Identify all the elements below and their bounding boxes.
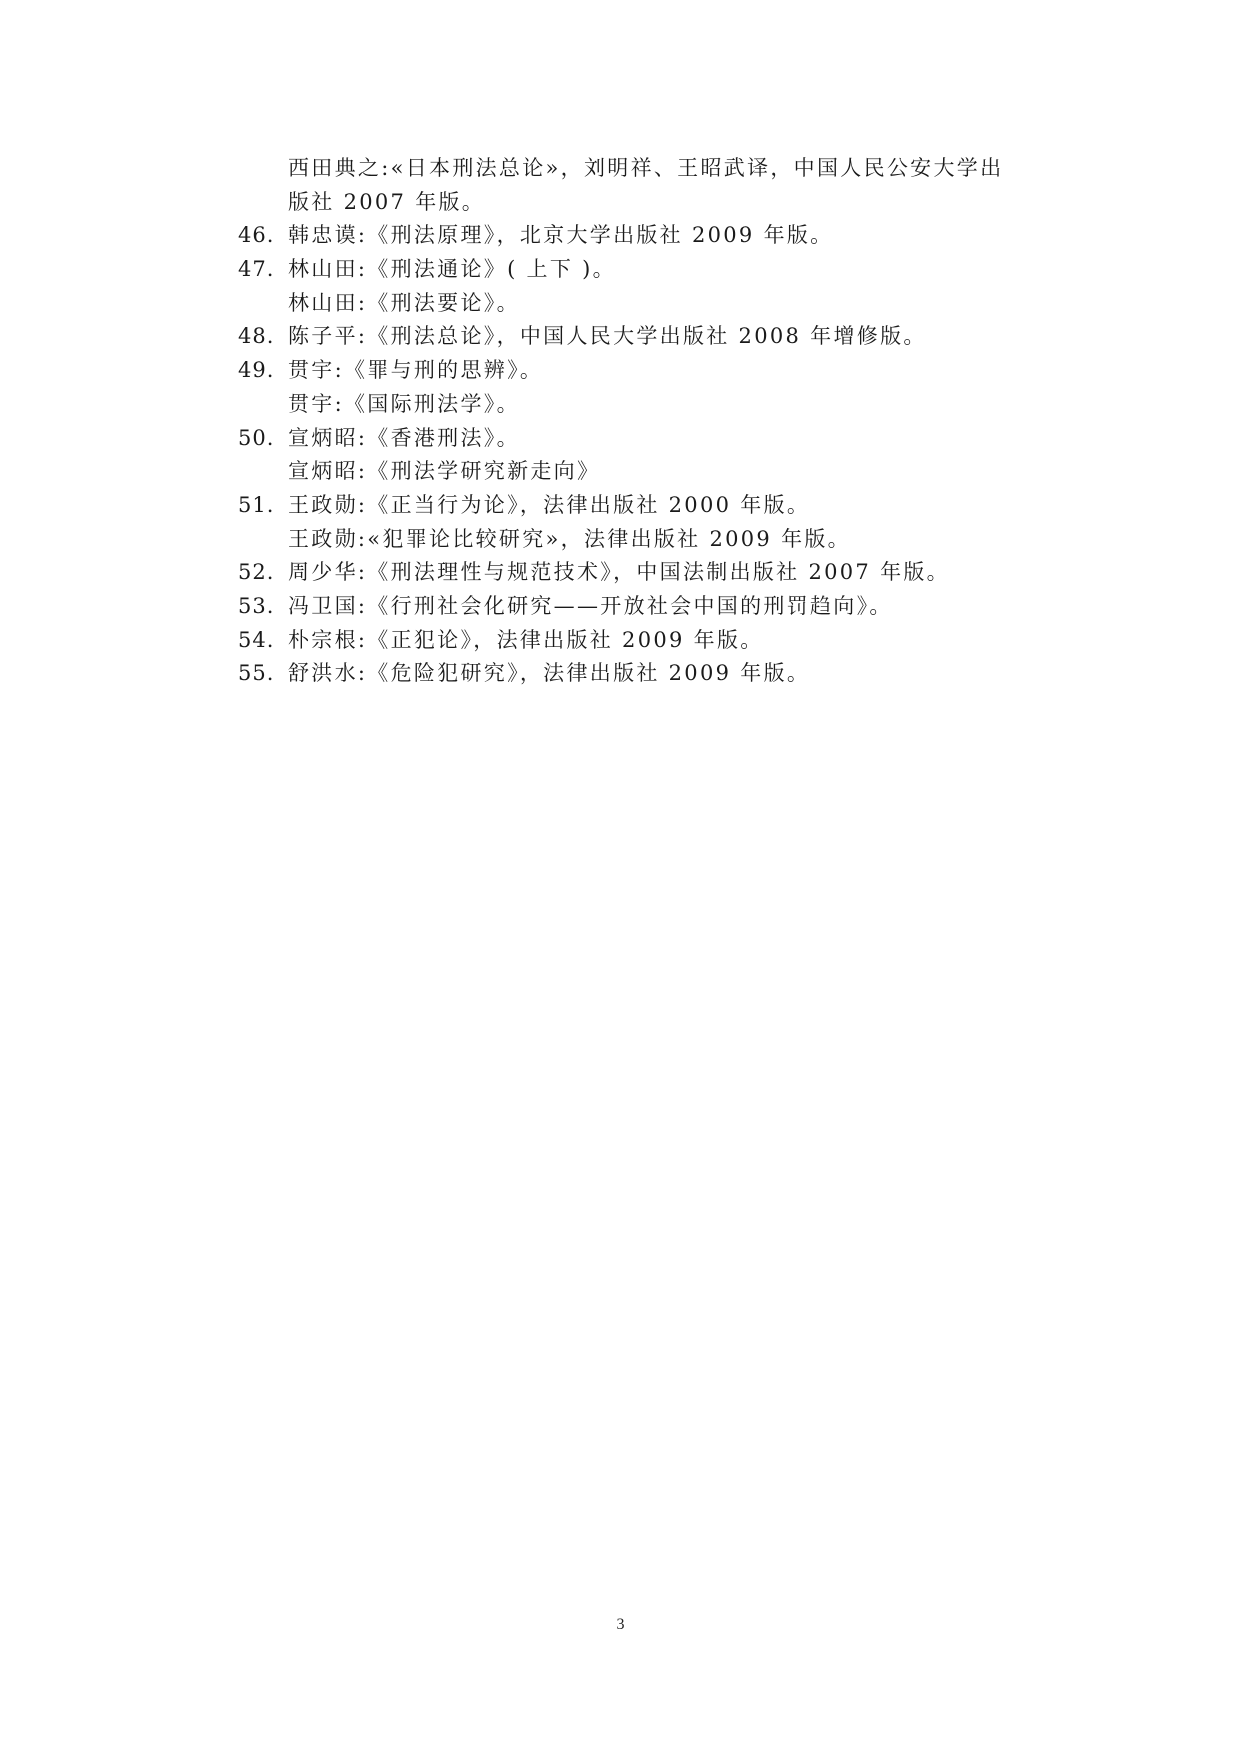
reference-line: [238, 624, 1068, 658]
reference-line: [238, 455, 1068, 489]
reference-line: [238, 253, 1068, 287]
reference-line: [238, 320, 1068, 354]
reference-line: [238, 219, 1068, 253]
reference-line: [238, 388, 1068, 422]
reference-line: [238, 287, 1068, 321]
reference-line: [238, 354, 1068, 388]
reference-text: 王政勋:«犯罪论比较研究»，法律出版社 2009 年版。: [288, 526, 851, 551]
reference-line: [238, 186, 1068, 220]
reference-line: [238, 489, 1068, 523]
reference-text: 王政勋:《正当行为论》，法律出版社 2000 年版。: [288, 492, 811, 517]
reference-line: [238, 422, 1068, 456]
reference-text: 贯宇:《罪与刑的思辨》。: [288, 358, 544, 383]
reference-number: 50.: [238, 425, 275, 450]
reference-text: 冯卫国:《行刑社会化研究——开放社会中国的刑罚趋向》。: [288, 593, 893, 618]
reference-text: 宣炳昭:《香港刑法》。: [288, 425, 520, 450]
reference-text: 贯宇:《国际刑法学》。: [288, 391, 520, 416]
reference-list: [238, 152, 1068, 691]
reference-number: 47.: [238, 257, 275, 282]
reference-line: [238, 152, 1068, 186]
reference-number: 55.: [238, 661, 275, 686]
reference-number: 53.: [238, 593, 275, 618]
reference-text: 西田典之:«日本刑法总论»，刘明祥、王昭武译，中国人民公安大学出: [288, 156, 1004, 180]
reference-line: [238, 657, 1068, 691]
reference-text: 林山田:《刑法通论》( 上下 )。: [288, 257, 616, 282]
reference-text: 朴宗根:《正犯论》，法律出版社 2009 年版。: [288, 627, 764, 652]
reference-text: 周少华:《刑法理性与规范技术》，中国法制出版社 2007 年版。: [288, 560, 950, 585]
reference-line: [238, 556, 1068, 590]
reference-text: 陈子平:《刑法总论》，中国人民大学出版社 2008 年增修版。: [288, 324, 927, 349]
reference-number: 49.: [238, 358, 275, 383]
reference-text: 版社 2007 年版。: [288, 189, 486, 214]
reference-number: 52.: [238, 560, 275, 585]
reference-text: 宣炳昭:《刑法学研究新走向》: [288, 459, 601, 484]
reference-number: 54.: [238, 627, 275, 652]
reference-number: 51.: [238, 492, 275, 517]
reference-line: [238, 523, 1068, 557]
reference-text: 韩忠谟:《刑法原理》，北京大学出版社 2009 年版。: [288, 223, 834, 248]
reference-number: 48.: [238, 324, 275, 349]
page-number: 3: [616, 1616, 625, 1633]
reference-text: 林山田:《刑法要论》。: [288, 290, 520, 315]
reference-text: 舒洪水:《危险犯研究》，法律出版社 2009 年版。: [288, 661, 811, 686]
reference-number: 46.: [238, 223, 275, 248]
reference-line: [238, 590, 1068, 624]
